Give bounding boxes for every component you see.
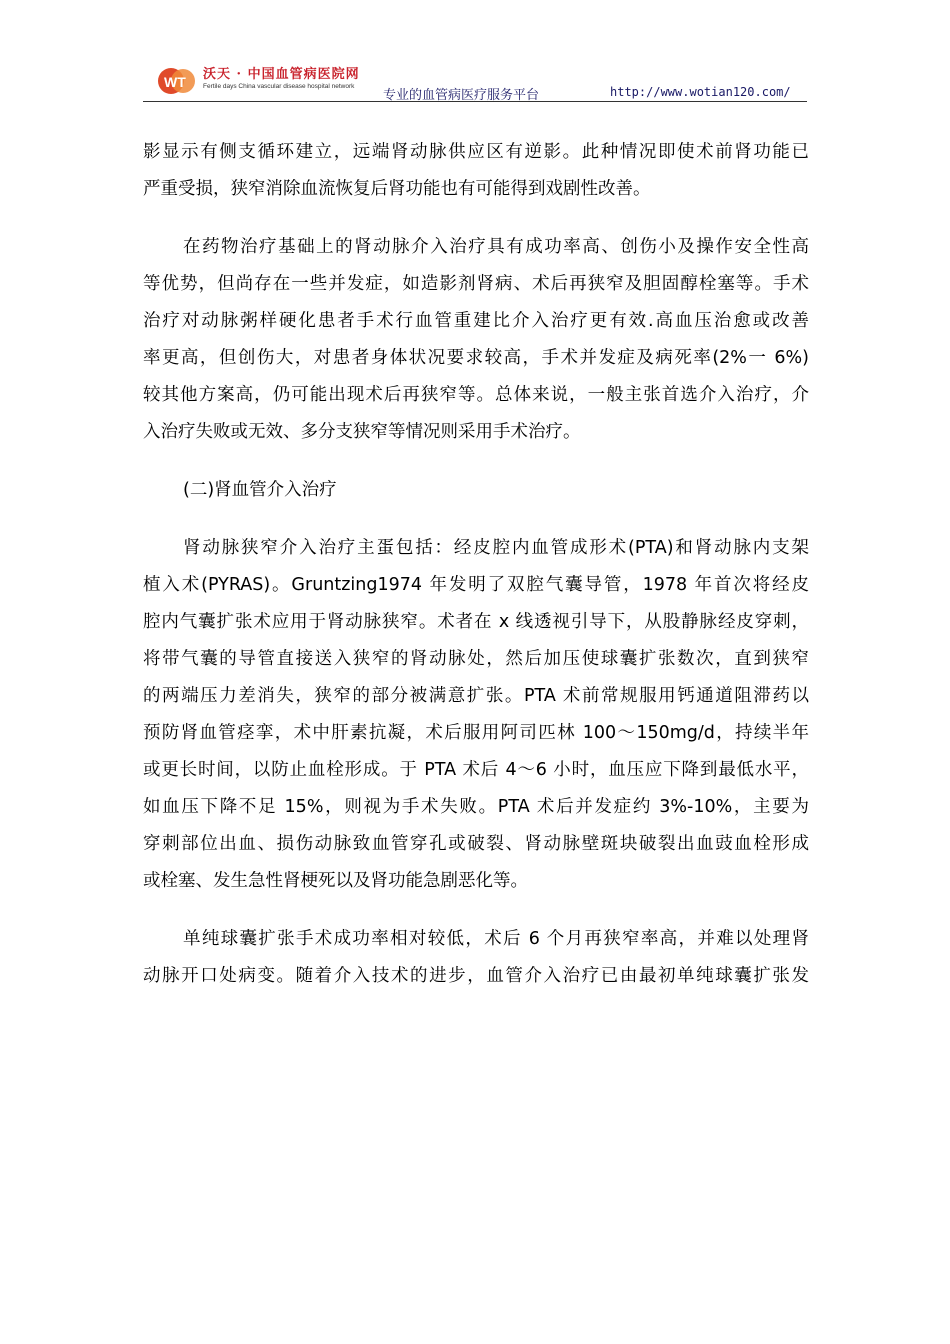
paragraph	[143, 229, 809, 451]
text-line: 如血压下降不足 15%，则视为手术失败。PTA 术后并发症约 3%-10%，主要为	[143, 797, 809, 817]
text-line: 等优势，但尚存在一些并发症，如造影剂肾病、术后再狭窄及胆固醇栓塞等。手术	[143, 274, 809, 294]
paragraph	[143, 134, 809, 208]
text-line: 单纯球囊扩张手术成功率相对较低，术后 6 个月再狭窄率高，并难以处理肾	[183, 929, 809, 949]
logo-subtitle: Fertile days China vascular disease hospital network	[203, 83, 355, 90]
page-header	[0, 0, 950, 104]
text-line: 入治疗失败或无效、多分支狭窄等情况则采用手术治疗。	[143, 422, 581, 442]
header-divider	[143, 101, 807, 102]
svg-text:WT: WT	[164, 74, 186, 90]
text-line: 的两端压力差消失，狭窄的部分被满意扩张。PTA 术前常规服用钙通道阻滞药以	[143, 686, 809, 706]
text-line: 将带气囊的导管直接送入狭窄的肾动脉处，然后加压使球囊扩张数次，直到狭窄	[143, 649, 809, 669]
text-line: 在药物治疗基础上的肾动脉介入治疗具有成功率高、创伤小及操作安全性高	[183, 237, 809, 257]
text-line: 严重受损，狭窄消除血流恢复后肾功能也有可能得到戏剧性改善。	[143, 179, 651, 199]
header-tagline: 专业的血管病医疗服务平台	[383, 88, 540, 103]
logo-title: 沃天 · 中国血管病医院网	[203, 67, 360, 82]
paragraph	[143, 530, 809, 900]
text-line: 或更长时间，以防止血栓形成。于 PTA 术后 4～6 小时，血压应下降到最低水平，	[143, 760, 809, 780]
document-body	[143, 134, 809, 995]
text-line: 腔内气囊扩张术应用于肾动脉狭窄。术者在 x 线透视引导下，从股静脉经皮穿刺，	[143, 612, 809, 632]
text-line: 植入术(PYRAS)。Gruntzing1974 年发明了双腔气囊导管，1978 年首次将经皮	[143, 575, 809, 595]
text-line: 或栓塞、发生急性肾梗死以及肾功能急剧恶化等。	[143, 871, 528, 891]
text-line: 肾动脉狭窄介入治疗主蛋包括：经皮腔内血管成形术(PTA)和肾动脉内支架	[183, 538, 809, 558]
logo-icon	[157, 66, 197, 96]
header-url[interactable]: http://www.wotian120.com/	[610, 85, 791, 99]
text-line: 治疗对动脉粥样硬化患者手术行血管重建比介入治疗更有效.高血压治愈或改善	[143, 311, 809, 331]
text-line: (二)肾血管介入治疗	[183, 480, 337, 500]
text-line: 预防肾血管痉挛，术中肝素抗凝，术后服用阿司匹林 100～150mg/d，持续半年	[143, 723, 809, 743]
text-line: 影显示有侧支循环建立，远端肾动脉供应区有逆影。此种情况即使术前肾功能已	[143, 142, 809, 162]
text-line: 较其他方案高，仍可能出现术后再狭窄等。总体来说，一般主张首选介入治疗，介	[143, 385, 809, 405]
paragraph	[143, 921, 809, 995]
text-line: 动脉开口处病变。随着介入技术的进步，血管介入治疗已由最初单纯球囊扩张发	[143, 966, 809, 986]
text-line: 率更高，但创伤大，对患者身体状况要求较高，手术并发症及病死率(2%一 6%)	[143, 348, 809, 368]
text-line: 穿刺部位出血、损伤动脉致血管穿孔或破裂、肾动脉壁斑块破裂出血豉血栓形成	[143, 834, 809, 854]
section-heading	[143, 472, 809, 509]
